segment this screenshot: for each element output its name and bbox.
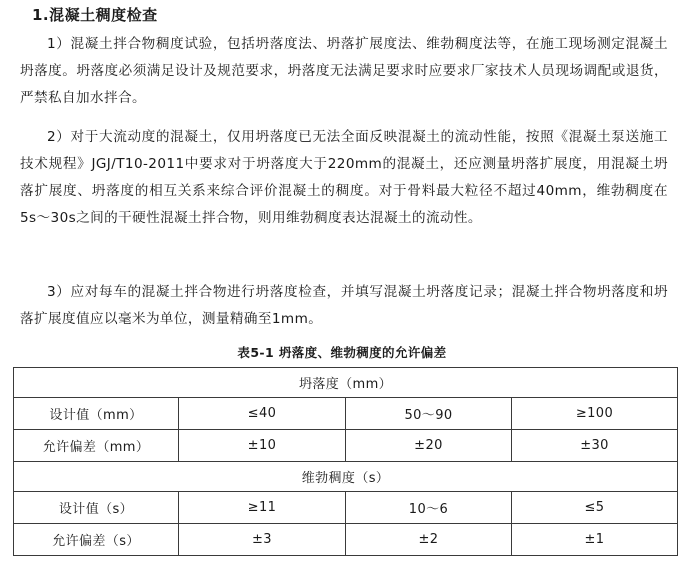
- row-label: 允许偏差（s）: [14, 524, 179, 556]
- section-heading: 1.混凝土稠度检查: [32, 6, 158, 24]
- row-label: 允许偏差（mm）: [14, 430, 179, 462]
- vebe-section-title: 维勃稠度（s）: [14, 462, 678, 492]
- tolerance-table: [13, 367, 678, 556]
- table-caption: 表5-1 坍落度、维勃稠度的允许偏差: [237, 345, 447, 360]
- table-cell: ±10: [179, 430, 346, 462]
- table-cell: ±30: [512, 430, 678, 462]
- table-cell: ≤40: [179, 398, 346, 430]
- table-row: [14, 524, 678, 556]
- table-cell: ±2: [346, 524, 512, 556]
- table-cell: 50～90: [346, 398, 512, 430]
- table-row: [14, 398, 678, 430]
- row-label: 设计值（s）: [14, 492, 179, 524]
- paragraph-slump-test: 1）混凝土拌合物稠度试验，包括坍落度法、坍落扩展度法、维勃稠度法等，在施工现场测定混凝土坍落度。坍落度必须满足设计及规范要求，坍落度无法满足要求时应要求厂家技术人员现场调配或退货，严禁私自加水拌合。: [20, 36, 668, 106]
- table-row: [14, 368, 678, 398]
- table-row: [14, 492, 678, 524]
- table-row: [14, 462, 678, 492]
- row-label: 设计值（mm）: [14, 398, 179, 430]
- table-cell: ≥100: [512, 398, 678, 430]
- table-cell: ≥11: [179, 492, 346, 524]
- table-cell: ≤5: [512, 492, 678, 524]
- table-cell: ±1: [512, 524, 678, 556]
- table-cell: ±3: [179, 524, 346, 556]
- slump-section-title: 坍落度（mm）: [14, 368, 678, 398]
- table-cell: ±20: [346, 430, 512, 462]
- paragraph-high-flow-concrete: 2）对于大流动度的混凝土，仅用坍落度已无法全面反映混凝土的流动性能，按照《混凝土泵送施工技术规程》JGJ/T10-2011中要求对于坍落度大于220mm的混凝土，还应测量坍落扩展度，用混凝土坍落扩展度、坍落度的相互关系来综合评价混凝土的稠度。对于骨料最大粒径不超过40mm，维勃稠度在5s～30s之间的干硬性混凝土拌合物，则用维勃稠度表达混凝土的流动性。: [20, 129, 668, 226]
- paragraph-per-truck-check: 3）应对每车的混凝土拌合物进行坍落度检查，并填写混凝土坍落度记录；混凝土拌合物坍落度和坍落扩展度值应以毫米为单位，测量精确至1mm。: [20, 284, 668, 327]
- table-cell: 10～6: [346, 492, 512, 524]
- table-row: [14, 430, 678, 462]
